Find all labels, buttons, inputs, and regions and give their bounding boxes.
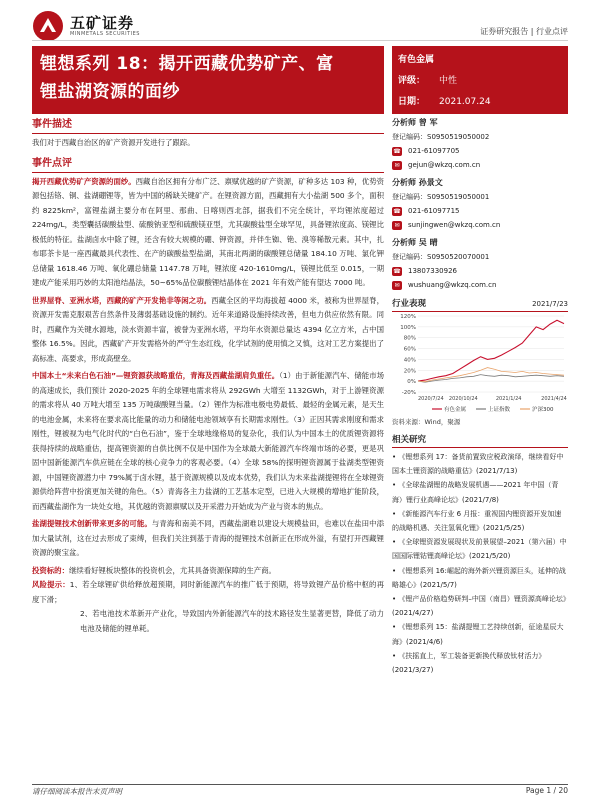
y-tick-label: 40% [403, 357, 416, 364]
related-item[interactable]: • 《锂想系列 15：盐湖提锂工艺持续创新，征途星辰大海》(2021/4/6) [392, 623, 564, 646]
legend-label: 有色金属 [444, 407, 467, 413]
invest-line [32, 564, 384, 579]
chart-title: 行业表现 [392, 299, 427, 309]
y-tick-label: -20% [401, 390, 416, 396]
rating-label: 评级： [398, 76, 426, 86]
analyst-card [392, 176, 568, 232]
risk-item-1: 1、若全球锂矿供给释放超预期，同时新能源汽车的推广低于预期，将导致锂产品价格中枢的再度下滑； [32, 580, 384, 604]
analyst-phone: 021-61097705 [408, 147, 460, 155]
date-label: 日期： [398, 97, 426, 107]
y-tick-label: 0% [407, 379, 416, 386]
y-tick-label: 20% [403, 368, 416, 375]
header-divider [32, 40, 568, 41]
email-icon: ✉ [392, 221, 402, 230]
industry-performance-chart [392, 312, 568, 416]
analyst-reg: 登记编码：S0950519050001 [392, 193, 490, 201]
invest-label: 投资标的： [32, 565, 69, 575]
risk-item-2: 2、若电池技术革新开产业化，导致国内外新能源汽车的技术路径发生显著更替，降低了动力电池及储能的锂单耗。 [80, 609, 384, 633]
analyst-phone-row [392, 264, 568, 278]
related-list [392, 450, 568, 677]
main-content [32, 116, 384, 636]
paragraph-3 [32, 369, 384, 514]
chart-source: 资料来源：Wind，聚源 [392, 418, 461, 426]
analyst-name: 分析师 吴 晴 [392, 238, 438, 247]
section-heading-comment: 事件点评 [32, 157, 384, 173]
y-tick-label: 100% [400, 324, 416, 331]
related-item[interactable]: • 《锂想系列 17：备货前置致应税政演绎，继续看好中国本土锂资源的战略重估》(2021/7/13) [392, 453, 564, 476]
analyst-email-row [392, 218, 568, 232]
paragraph-1 [32, 175, 384, 291]
paragraph-3-lead: 中国本土“未来白色石油”—锂资源获战略重估，青海及西藏盐湖肩负重任。 [32, 371, 280, 380]
paragraph-3-body: （1）由于新能源汽车、储能市场的高速成长，我们预计 2020-2025 年的全球锂电需求将从 292GWh 大增至 1132GWh，对于上游锂资源的需求将从 40 万吨大增至 135 万吨碳酸锂当量。（2）锂作为标准电极电势最低、最轻的金属元素，是天生的电池金属，未来将在要求高比能量的动力和储能电池领域享有长期需求刚性。（3）正因其需求刚度和需求刚性，锂被视为电气化时代的“白色石油”，鉴于全球地缘格局的复杂化，我们认为中国本土的优质锂资源将获得持续的战略重估，提高锂资源的自供比例不仅是中国作为全球最大新能源汽车终端市场的必要，更是巩固中国新能源汽车供应链在全球的核心竞争力的客观必要。（4）全球 58%的探明锂资源属于盐湖类型锂资源，中国锂资源潜力中 79%属于卤水锂，基于资源规模以及成本优势，我们认为未来盐湖提锂将在全球锂资源供给阵营中扮演更加关键的角色。（5）青海各主力盐湖的工艺基本定型，已进入大规模的增地扩能阶段，而西藏盐湖作为一块处女地，其优越的资源禀赋以及开采潜力开始成为产业与资本的焦点。 [32, 371, 384, 511]
analyst-email[interactable]: wushuang@wkzq.com.cn [408, 281, 497, 289]
related-item[interactable]: • 《新能源汽车行业 6 月报：重视国内锂资源开发加速的战略机遇、关注氢氧化锂》(2021/5/25) [392, 509, 562, 533]
logo-subtitle: MINMETALS SECURITIES [70, 31, 140, 37]
risk-line [32, 578, 384, 607]
rating-panel [392, 46, 568, 114]
invest-text: 继续看好锂板块整体的投资机会，尤其具备资源保障的生产商。 [68, 565, 276, 575]
paragraph-4-body: 与青海和南美不同，西藏盐湖难以建设大规模盐田，也难以在盐田中添加大量试剂，这在过去形成了束缚，但我们关注到基于青海的提锂技术创新正在形成外溢，有望打开西藏锂资源的聚宝盆。 [32, 519, 384, 557]
email-icon: ✉ [392, 161, 402, 170]
paragraph-2-lead: 世界屋脊、亚洲水塔，西藏的矿产开发艳非等闲之功。 [32, 295, 212, 305]
series-line [418, 368, 564, 382]
analyst-phone: 021-61097715 [408, 207, 460, 215]
minmetals-logo-icon [32, 10, 64, 42]
risk-label: 风险提示： [32, 580, 70, 589]
analyst-phone-row [392, 204, 568, 218]
x-tick-label: 2020/7/24 [418, 396, 444, 402]
analyst-reg: 登记编码：S0950519050002 [392, 133, 490, 141]
phone-icon: ☎ [393, 147, 401, 155]
footer-divider [32, 784, 568, 785]
related-item[interactable]: • 《锂想系列 16:崛起的海外新兴锂资源巨头，延伸的战略雄心》(2021/5/7) [392, 566, 566, 589]
title-banner [32, 46, 384, 114]
logo-name: 五矿证券 [70, 14, 135, 32]
page-number: Page 1 / 20 [525, 786, 568, 795]
analyst-phone: 13807330926 [408, 267, 457, 275]
paragraph-1-lead: 揭开西藏优势矿产资源的面纱。 [32, 176, 136, 186]
y-tick-label: 120% [400, 314, 416, 320]
page-title-line2: 锂盐湖资源的面纱 [40, 82, 180, 102]
paragraph-4 [32, 517, 384, 561]
x-tick-label: 2020/10/24 [448, 396, 478, 402]
chart-date: 2021/7/23 [532, 300, 568, 308]
legend-label: 沪深300 [532, 407, 554, 413]
analyst-name: 分析师 曾 军 [392, 118, 438, 127]
date-value: 2021.07.24 [439, 97, 491, 107]
analyst-email-row [392, 158, 568, 172]
risk-line-2 [32, 607, 384, 636]
footer-disclaimer: 请仔细阅读本报告末页声明 [32, 787, 122, 796]
paragraph-1-body: 西藏自治区拥有分布广泛、禀赋优越的矿产资源，矿种多达 103 种，优势资源包括铬、铜、盐湖硼锂等，皆为中国的稀缺关键矿产。在锂资源方面，西藏拥有大小盐湖 500 多个，面积约 8225km²，富锂盐湖主要分布在阿里、那曲、日喀则西北部，据我们不完全统计，平均锂浓度超过 224mg/L，类型囊括碳酸盐型、硫酸钠亚型和硫酸镁亚型，尤其碳酸盐型全球罕见，具备锂浓度高、镁锂比极低的特征。盐湖卤水中除了锂，还含有较大规模的硼、钾资源，并伴生铷、铯、溴等稀散元素。其中，扎布耶茶卡是一座西藏最具代表性、在产的碳酸盐型盐湖，其南北两湖的碳酸锂总储量 184.10 万吨、氯化钾总储量 1618.46 万吨、氧化硼总储量 1147.78 万吨，锂浓度 420-1610mg/L，镁锂比低至 0.015，一期建成产能采用巧妙的太阳池结晶法，50~65%品位碳酸锂结晶体在 2021 年有效产能有望达 7000 吨。 [32, 176, 384, 287]
related-item[interactable]: • 《扶摇直上，军工装备更新换代释放钛材活力》(2021/3/27) [392, 651, 546, 675]
phone-icon: ☎ [393, 207, 401, 215]
rating-row [398, 71, 562, 92]
chart-heading [392, 298, 568, 312]
section-heading-event: 事件描述 [32, 118, 384, 134]
x-tick-label: 2021/1/24 [495, 396, 522, 402]
page-title-line1: 锂想系列 18：揭开西藏优势矿产、富 [40, 54, 334, 74]
analyst-card [392, 116, 568, 172]
paragraph-2-body: 西藏全区的平均海拔超 4000 米，被称为世界屋脊，资源开发需克服艰苦自然条件及薄弱基础设施的制约。近年来道路设施持续改善，但电力供应依然有限。同时，西藏作为关键水源地，淡水资源丰富，被誉为亚洲水塔，平均年水资源总量达 4394 亿立方米，占中国整体 16.5%。因此，西藏矿产开发需格外的严守生态红线，化学试剂的使用慎之又慎，这对工艺方案提出了高标准、高要求，形成高壁垒。 [32, 295, 384, 363]
related-heading: 相关研究 [392, 434, 568, 448]
y-tick-label: 60% [403, 346, 416, 353]
date-row [398, 92, 562, 113]
logo [32, 10, 140, 42]
series-line [418, 320, 564, 381]
report-type: 证券研究报告 | 行业点评 [480, 27, 568, 36]
related-item[interactable]: • 《全球盐湖锂的战略发展机遇——2021 年中国（青海）锂行业高峰论坛》(2021/7/8) [392, 481, 559, 504]
event-text: 我们对于西藏自治区的矿产资源开发进行了跟踪。 [32, 138, 195, 147]
analyst-reg: 登记编码：S0950520070001 [392, 253, 490, 261]
sidebar [392, 116, 568, 677]
chart-svg [392, 312, 568, 416]
y-tick-label: 80% [403, 335, 416, 342]
analyst-card [392, 236, 568, 292]
x-tick-label: 2021/4/24 [541, 396, 567, 402]
rating-value: 中性 [439, 76, 458, 86]
analyst-email[interactable]: gejun@wkzq.com.cn [408, 161, 481, 169]
analyst-phone-row [392, 144, 568, 158]
related-item[interactable]: • 《锂产品价格趋势研判–中国（南昌）锂资源高峰论坛》(2021/4/27) [392, 595, 567, 618]
analyst-email[interactable]: sunjingwen@wkzq.com.cn [408, 221, 501, 229]
related-research [392, 434, 568, 677]
paragraph-4-lead: 盐湖提锂技术创新带来更多的可能。 [32, 519, 152, 528]
analyst-email-row [392, 278, 568, 292]
email-icon: ✉ [392, 281, 402, 290]
legend-label: 上证指数 [488, 407, 511, 413]
industry-name: 有色金属 [398, 55, 435, 65]
related-item[interactable]: • 《全球锂资源发展现状及前景展望–2021（第六届）中国国际锂钴锂高峰论坛》(2021/5/20) [392, 538, 567, 561]
paragraph-2 [32, 294, 384, 367]
phone-icon: ☎ [393, 267, 401, 275]
analyst-name: 分析师 孙景文 [392, 178, 443, 187]
